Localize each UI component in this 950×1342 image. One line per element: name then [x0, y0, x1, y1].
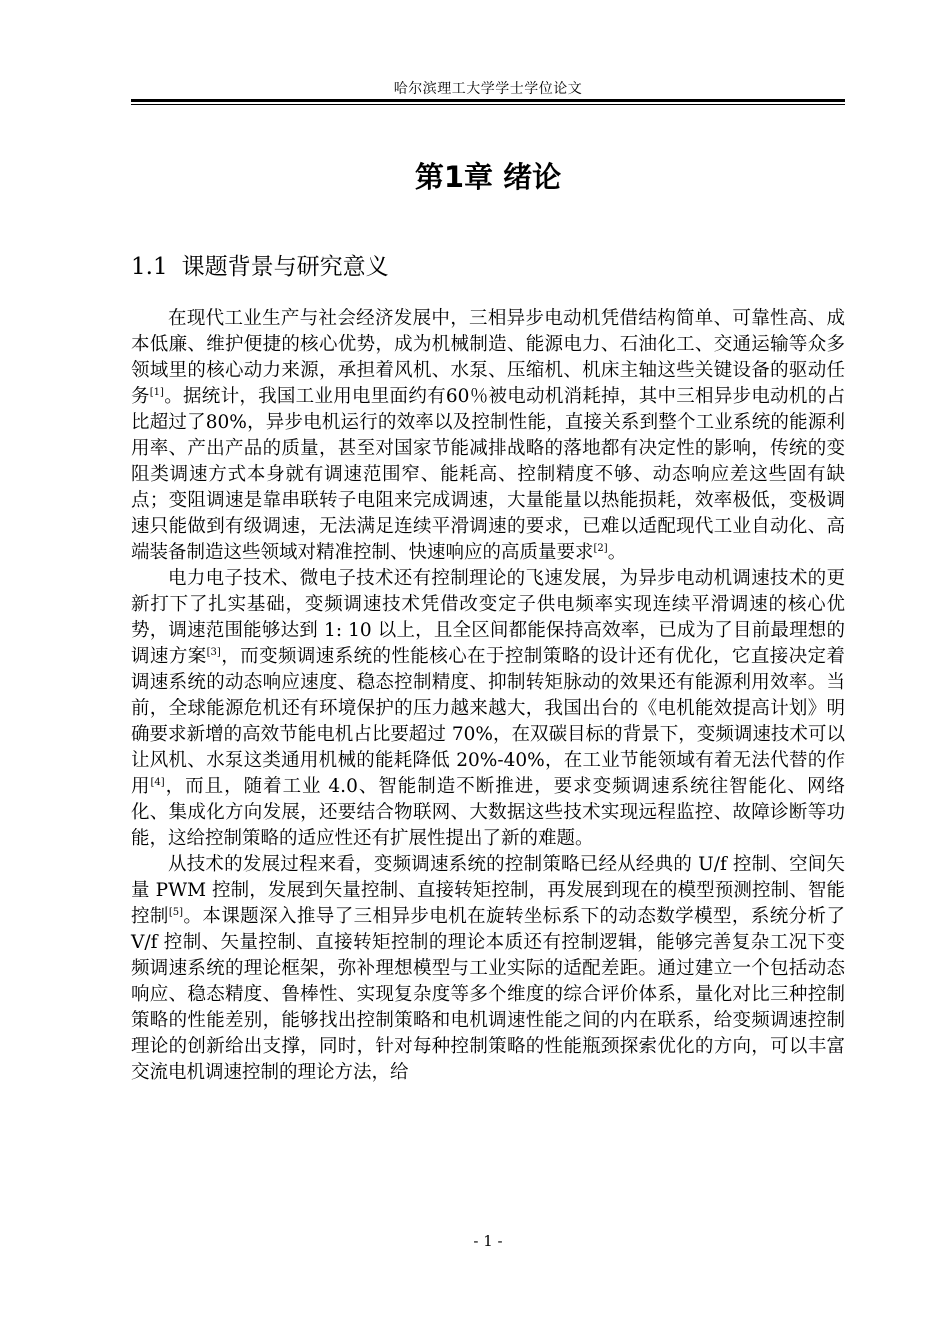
- citation-mark: [1]: [149, 386, 164, 398]
- text-run: 在现代工业生产与社会经济发展中，三相异步电动机凭借结构简单、可靠性高、成本低廉、维护便捷的核心优势，成为机械制造、能源电力、石油化工、交通运输等众多领域里的核心动力来源，承担着风机、水泵、压缩机、机床主轴这些关键设备的驱动任务: [131, 308, 845, 407]
- running-header: 哈尔滨理工大学学士学位论文: [393, 81, 583, 97]
- section-number: 1.1: [131, 254, 168, 280]
- text-run: ，而变频调速系统的性能核心在于控制策略的设计还有优化，它直接决定着调速系统的动态响应速度、稳态控制精度、抑制转矩脉动的效果还有能源利用效率。当前，全球能源危机还有环境保护的压力越来越大，我国出台的《电机能效提高计划》明确要求新增的高效节能电机占比要超过 70%，在双碳目标的背景下，变频调速技术可以让风机、水泵这类通用机械的能耗降低 20%-40%，在工业节能领域有着无法代替的作用: [131, 646, 845, 797]
- paragraph: [131, 566, 845, 852]
- text-run: 从技术的发展过程来看，变频调速系统的控制策略已经从经典的 U/f 控制、空间矢量 PWM 控制，发展到矢量控制、直接转矩控制，再发展到现在的模型预测控制、智能控制: [131, 854, 845, 927]
- citation-mark: [5]: [168, 906, 183, 918]
- text-run: 。据统计，我国工业用电里面约有60％被电动机消耗掉，其中三相异步电动机的占比超过了80%，异步电机运行的效率以及控制性能，直接关系到整个工业系统的能源利用率、产出产品的质量，甚至对国家节能减排战略的落地都有决定性的影响，传统的变阻类调速方式本身就有调速范围窄、能耗高、控制精度不够、动态响应差这些固有缺点；变阻调速是靠串联转子电阻来完成调速，大量能量以热能损耗，效率极低，变极调速只能做到有级调速，无法满足连续平滑调速的要求，已难以适配现代工业自动化、高端装备制造这些领域对精准控制、快速响应的高质量要求: [131, 386, 845, 563]
- section-heading: [131, 248, 389, 281]
- header-rule-thick: [131, 99, 845, 102]
- body-text: [131, 306, 845, 1086]
- citation-mark: [2]: [593, 542, 608, 554]
- text-run: 。本课题深入推导了三相异步电机在旋转坐标系下的动态数学模型，系统分析了 V/f 控制、矢量控制、直接转矩控制的理论本质还有控制逻辑，能够完善复杂工况下变频调速系统的理论框架，弥补理想模型与工业实际的适配差距。通过建立一个包括动态响应、稳态精度、鲁棒性、实现复杂度等多个维度的综合评价体系，量化对比三种控制策略的性能差别，能够找出控制策略和电机调速性能之间的内在联系，给变频调速控制理论的创新给出支撑，同时，针对每种控制策略的性能瓶颈探索优化的方向，可以丰富交流电机调速控制的理论方法，给: [131, 906, 845, 1083]
- section-title: 课题背景与研究意义: [181, 254, 389, 280]
- text-run: 。: [607, 542, 627, 563]
- page-number: - 1 -: [473, 1232, 503, 1250]
- citation-mark: [3]: [206, 646, 221, 658]
- text-run: ，而且，随着工业 4.0、智能制造不断推进，要求变频调速系统往智能化、网络化、集成化方向发展，还要结合物联网、大数据这些技术实现远程监控、故障诊断等功能，这给控制策略的适应性还有扩展性提出了新的难题。: [131, 776, 845, 849]
- citation-mark: [4]: [150, 776, 165, 788]
- text-run: 电力电子技术、微电子技术还有控制理论的飞速发展，为异步电动机调速技术的更新打下了扎实基础，变频调速技术凭借改变定子供电频率实现连续平滑调速的核心优势，调速范围能够达到 1: 10 以上，且全区间都能保持高效率，已成为了目前最理想的调速方案: [131, 568, 845, 667]
- header-rule-thin: [131, 104, 845, 105]
- paragraph: [131, 852, 845, 1086]
- paragraph: [131, 306, 845, 566]
- chapter-title: 第1章 绪论: [414, 160, 562, 194]
